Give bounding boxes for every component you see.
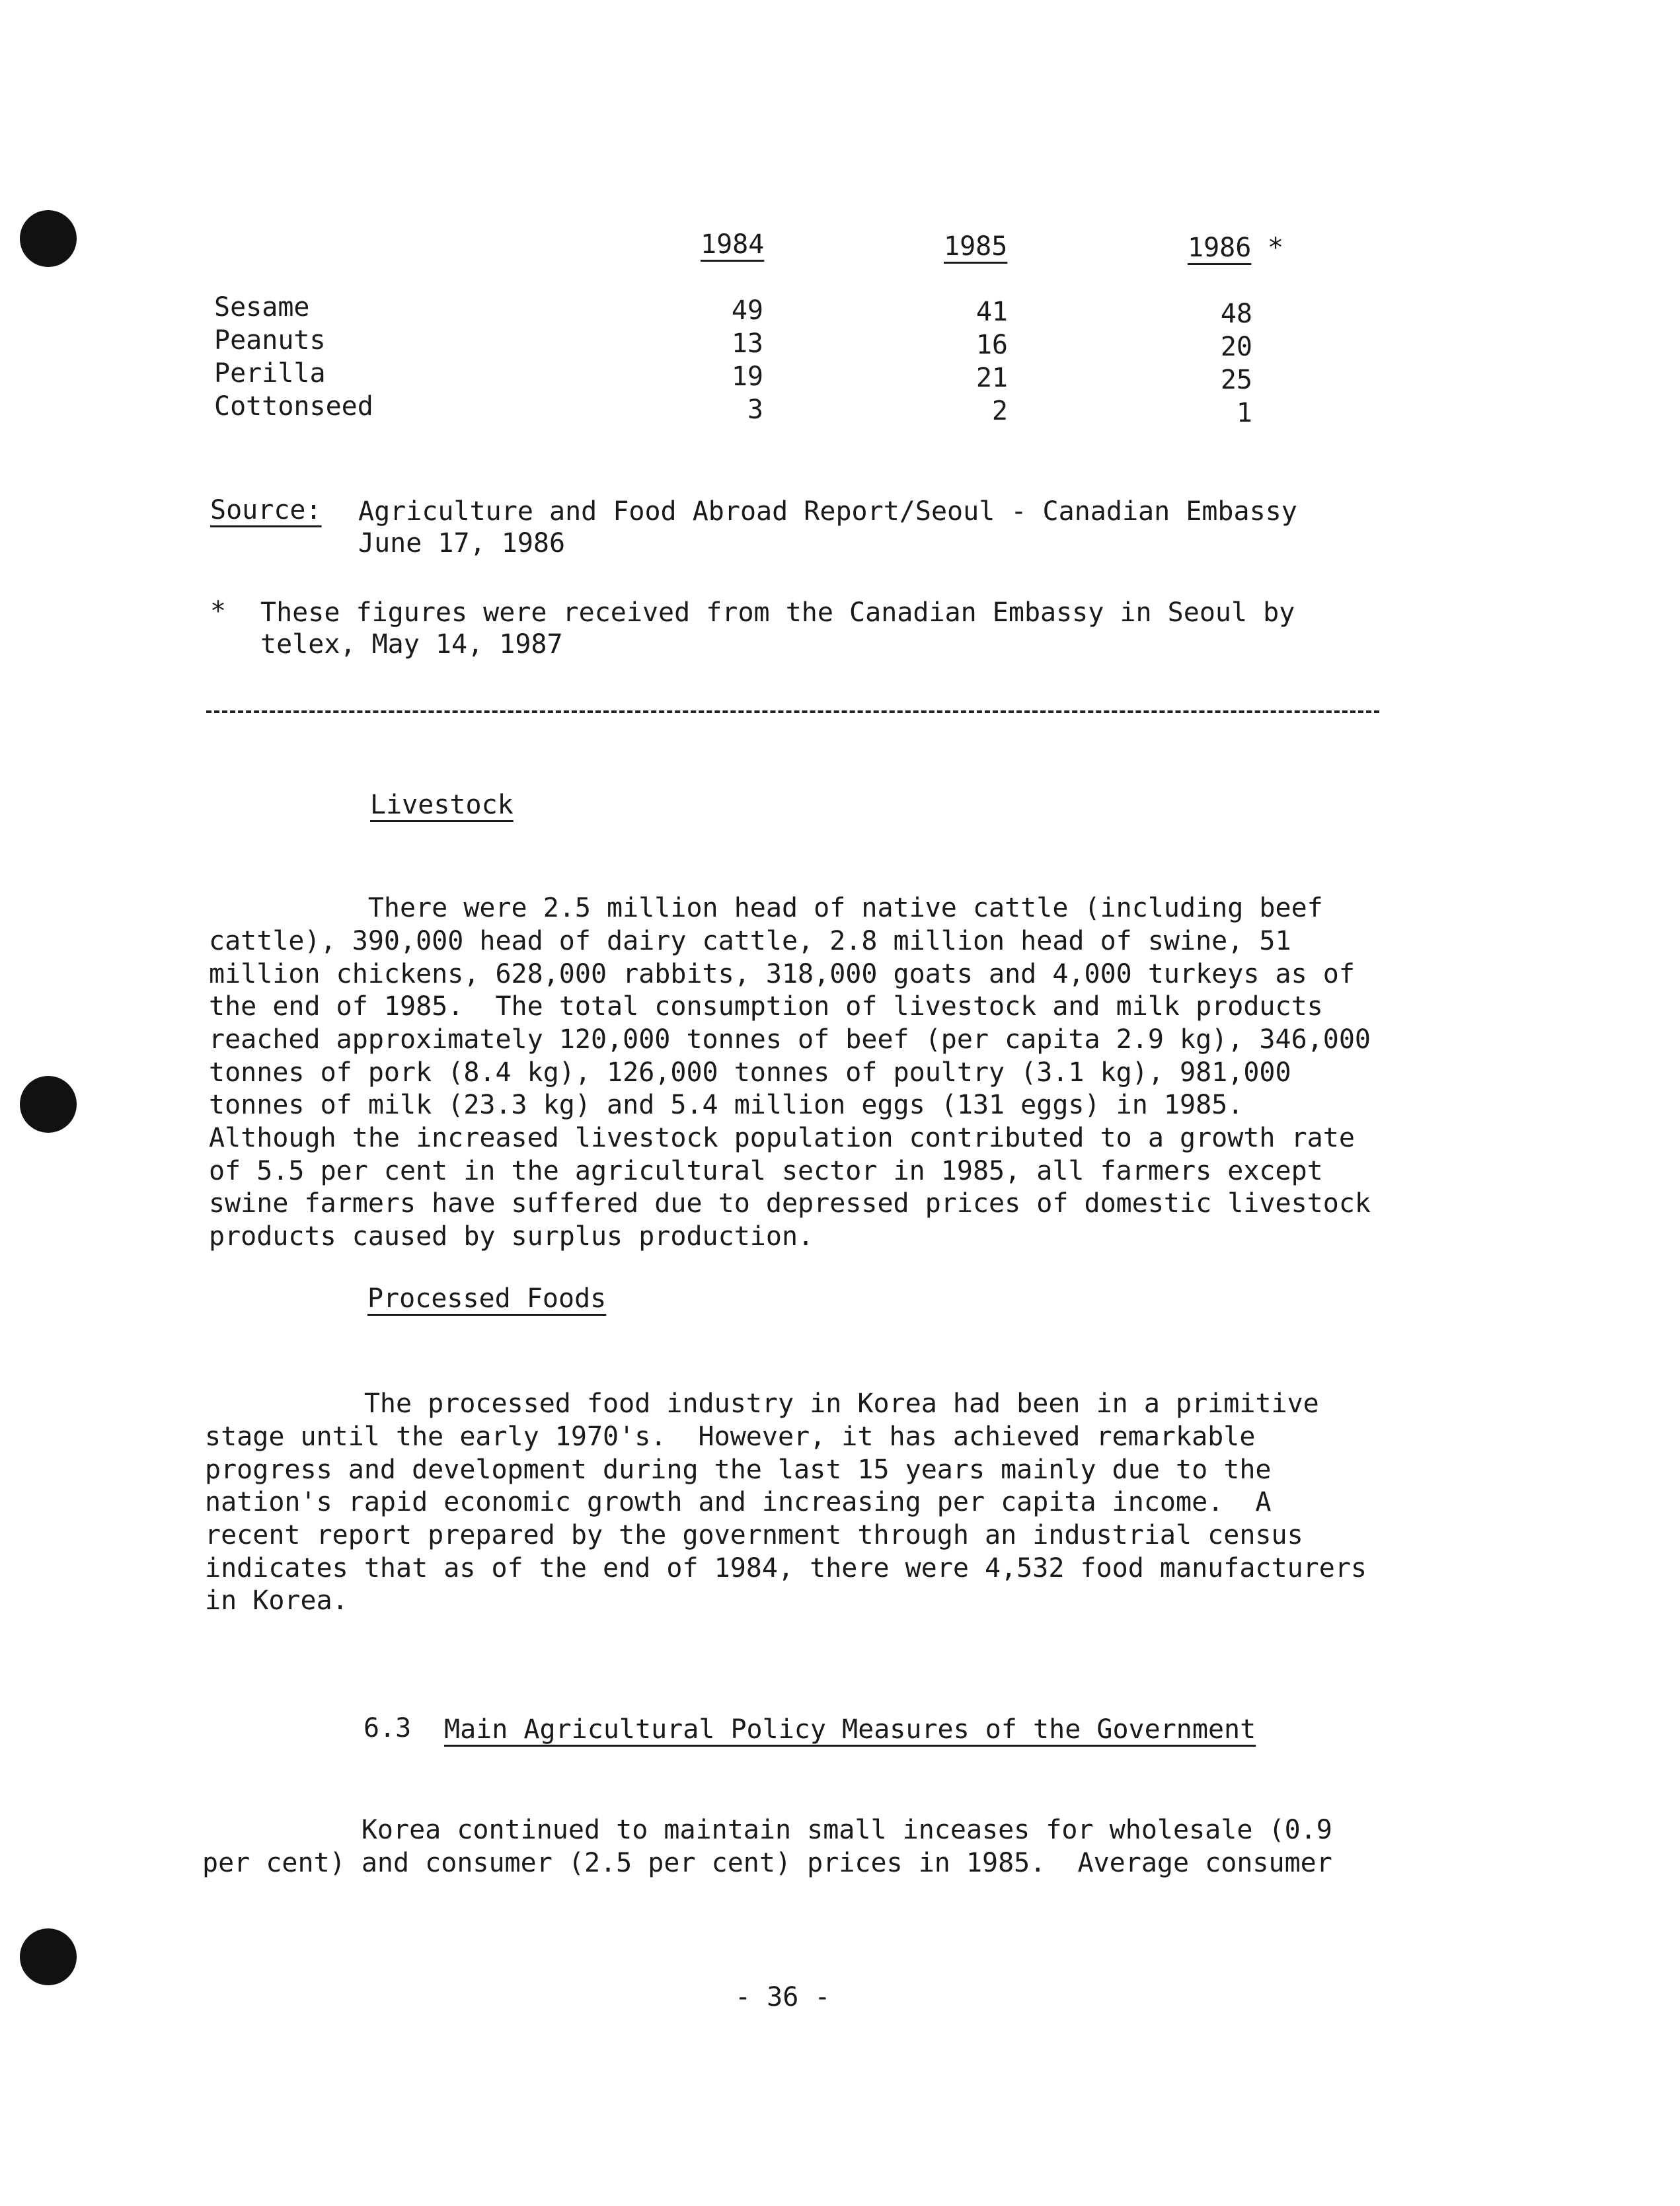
paragraph-line: million chickens, 628,000 rabbits, 318,000 goats and 4,000 turkeys as of <box>209 959 1355 989</box>
paragraph-line: per cent) and consumer (2.5 per cent) prices in 1985. Average consumer <box>202 1848 1332 1878</box>
paragraph-line: the end of 1985. The total consumption of livestock and milk products <box>209 991 1323 1022</box>
row-label: Sesame <box>214 292 310 323</box>
punch-hole-bottom <box>20 1928 77 1985</box>
paragraph-line: progress and development during the last 15 years mainly due to the <box>205 1455 1272 1485</box>
cell-1985: 41 <box>975 297 1008 327</box>
paragraph-line: tonnes of pork (8.4 kg), 126,000 tonnes of poultry (3.1 kg), 981,000 <box>209 1057 1291 1088</box>
paragraph-line: indicates that as of the end of 1984, there were 4,532 food manufacturers <box>205 1553 1367 1583</box>
paragraph-line: reached approximately 120,000 tonnes of beef (per capita 2.9 kg), 346,000 <box>209 1024 1371 1055</box>
source-line-2: June 17, 1986 <box>358 528 566 558</box>
table-header-1984: 1984 <box>701 229 765 260</box>
paragraph-line: The processed food industry in Korea had been in a primitive <box>205 1388 1319 1419</box>
dashed-separator <box>206 710 1379 713</box>
page-number: - 36 - <box>735 1982 831 2012</box>
cell-1984: 13 <box>731 328 763 359</box>
paragraph-line: recent report prepared by the government through an industrial census <box>205 1520 1303 1550</box>
table-header-note: * <box>1268 233 1284 263</box>
cell-1984: 3 <box>747 395 763 425</box>
cell-1986: 20 <box>1220 332 1252 362</box>
paragraph-line: cattle), 390,000 head of dairy cattle, 2.8 million head of swine, 51 <box>209 926 1291 956</box>
cell-1985: 2 <box>991 396 1008 426</box>
footnote-line-1: These figures were received from the Canadian Embassy in Seoul by <box>260 597 1295 628</box>
livestock-heading: Livestock <box>370 790 514 820</box>
source-line-1: Agriculture and Food Abroad Report/Seoul - Canadian Embassy <box>358 496 1297 527</box>
cell-1986: 1 <box>1236 398 1252 428</box>
paragraph-line: swine farmers have suffered due to depressed prices of domestic livestock <box>209 1188 1371 1219</box>
paragraph-line: products caused by surplus production. <box>209 1221 814 1252</box>
punch-hole-middle <box>20 1076 77 1133</box>
paragraph-line: stage until the early 1970's. However, it has achieved remarkable <box>205 1422 1256 1452</box>
cell-1986: 25 <box>1220 365 1252 395</box>
row-label: Perilla <box>214 358 326 389</box>
punch-hole-top <box>20 210 77 267</box>
table-header-1986: 1986 <box>1188 233 1252 263</box>
paragraph-line: tonnes of milk (23.3 kg) and 5.4 million eggs (131 eggs) in 1985. <box>209 1090 1244 1120</box>
cell-1985: 16 <box>975 330 1008 360</box>
row-label: Cottonseed <box>214 391 373 422</box>
row-label: Peanuts <box>214 325 326 356</box>
paragraph-line: There were 2.5 million head of native cattle (including beef <box>209 893 1323 923</box>
footnote-line-2: telex, May 14, 1987 <box>260 629 563 660</box>
cell-1984: 49 <box>731 295 763 326</box>
cell-1984: 19 <box>731 361 763 392</box>
paragraph-line: Korea continued to maintain small inceases for wholesale (0.9 <box>202 1815 1332 1845</box>
paragraph-line: of 5.5 per cent in the agricultural sector in 1985, all farmers except <box>209 1156 1323 1186</box>
processed-foods-heading: Processed Foods <box>367 1283 607 1314</box>
section-number: 6.3 <box>363 1713 412 1743</box>
source-label: Source: <box>210 495 322 525</box>
cell-1986: 48 <box>1220 299 1252 329</box>
cell-1985: 21 <box>975 363 1008 393</box>
table-header-1985: 1985 <box>944 231 1008 262</box>
paragraph-line: in Korea. <box>205 1585 348 1616</box>
paragraph-line: nation's rapid economic growth and increasing per capita income. A <box>205 1487 1272 1517</box>
policy-heading: Main Agricultural Policy Measures of the Government <box>444 1714 1256 1745</box>
footnote-marker: * <box>210 596 227 627</box>
paragraph-line: Although the increased livestock population contributed to a growth rate <box>209 1123 1355 1153</box>
